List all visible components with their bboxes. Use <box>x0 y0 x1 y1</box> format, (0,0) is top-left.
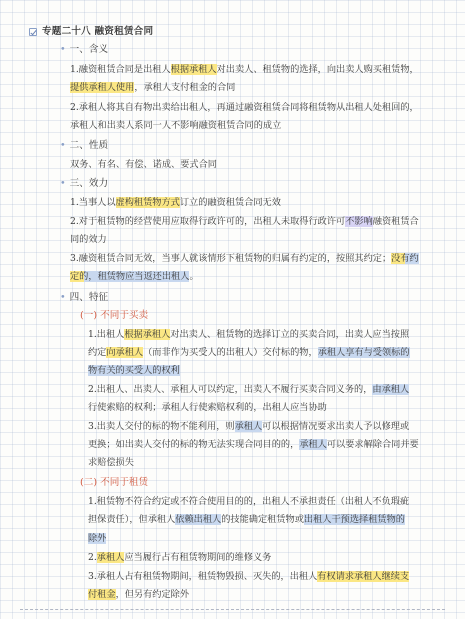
s1-line-1: 1.融资租赁合同是出租人根据承租人对出卖人、租赁物的选择，向出卖人购买租赁物， <box>70 64 419 75</box>
bottom-divider <box>20 609 445 610</box>
section-3-heading: • 三、效力 <box>60 178 109 189</box>
s3-line-4: 3.融资租赁合同无效，当事人就该情形下租赁物的归属有约定的，按照其约定；没有约 <box>70 253 419 264</box>
s4a-line-3: 物有关的买受人的权利 <box>88 365 180 376</box>
s1-line-2: 提供承租人使用，承租人支付租金的合同 <box>70 82 236 93</box>
s4b-line-4: 2.承租人应当履行占有租赁物期间的维修义务 <box>88 552 272 563</box>
s4b-line-2: 担保责任），但承租人依赖出租人的技能确定租赁物或出租人干预选择租赁物的 <box>88 514 405 525</box>
s4b-line-6: 付租金，但另有约定除外 <box>88 589 190 600</box>
s1-line-4: 承租人和出卖人系同一人不影响融资租赁合同的成立 <box>70 120 282 131</box>
s1-line-3: 2.承租人将其自有物出卖给出租人，再通过融资租赁合同将租赁物从出租人处租回的， <box>70 102 419 113</box>
s3-line-1: 1.当事人以虚构租赁物方式订立的融资租赁合同无效 <box>70 197 281 208</box>
s3-line-5: 定的，租赁物应当返还出租人。 <box>70 271 199 282</box>
page-title: 专题二十八 融资租赁合同 <box>42 26 154 37</box>
section-1-heading: • 一、含义 <box>60 44 109 55</box>
s4a-line-5: 行使索赔的权利；承租人行使索赔权利的，出租人应当协助 <box>88 402 327 413</box>
s4b-line-5: 3.承租人占有租赁物期间，租赁物毁损、灭失的，出租人有权请求承租人继续支 <box>88 571 410 582</box>
section-4-heading: • 四、特征 <box>60 292 109 303</box>
s4a-line-1: 1.出租人根据承租人对出卖人、租赁物的选择订立的买卖合同，出卖人应当按照 <box>88 329 410 340</box>
s4a-line-2: 约定向承租人（而非作为买受人的出租人）交付标的物，承租人享有与受领标的 <box>88 347 410 358</box>
s3-line-3: 同的效力 <box>70 234 107 245</box>
s4b-line-3: 除外 <box>88 533 107 544</box>
sub-a-heading: (一) 不同于买卖 <box>80 310 149 321</box>
section-2-heading: • 二、性质 <box>60 140 109 151</box>
s4b-line-1: 1.租赁物不符合约定或不符合使用目的的，出租人不承担责任（出租人不负瑕疵 <box>88 496 410 507</box>
s4a-line-6: 3.出卖人交付的标的物不能利用，则承租人可以根据情况要求出卖人予以修理或 <box>88 421 410 432</box>
s4a-line-7: 更换；如出卖人交付的标的物无法实现合同目的的，承租人可以要求解除合同并要 <box>88 439 419 450</box>
s4a-line-4: 2.出租人、出卖人、承租人可以约定，出卖人不履行买卖合同义务的，由承租人 <box>88 384 410 395</box>
s3-line-2: 2.对于租赁物的经营使用应取得行政许可的，出租人未取得行政许可不影响融资租赁合 <box>70 216 419 227</box>
sub-b-heading: (二) 不同于租赁 <box>80 477 149 488</box>
s2-line-1: 双务、有名、有偿、诺成、要式合同 <box>70 159 217 170</box>
s4a-line-8: 求赔偿损失 <box>88 457 134 468</box>
checkbox-icon[interactable] <box>29 28 37 36</box>
